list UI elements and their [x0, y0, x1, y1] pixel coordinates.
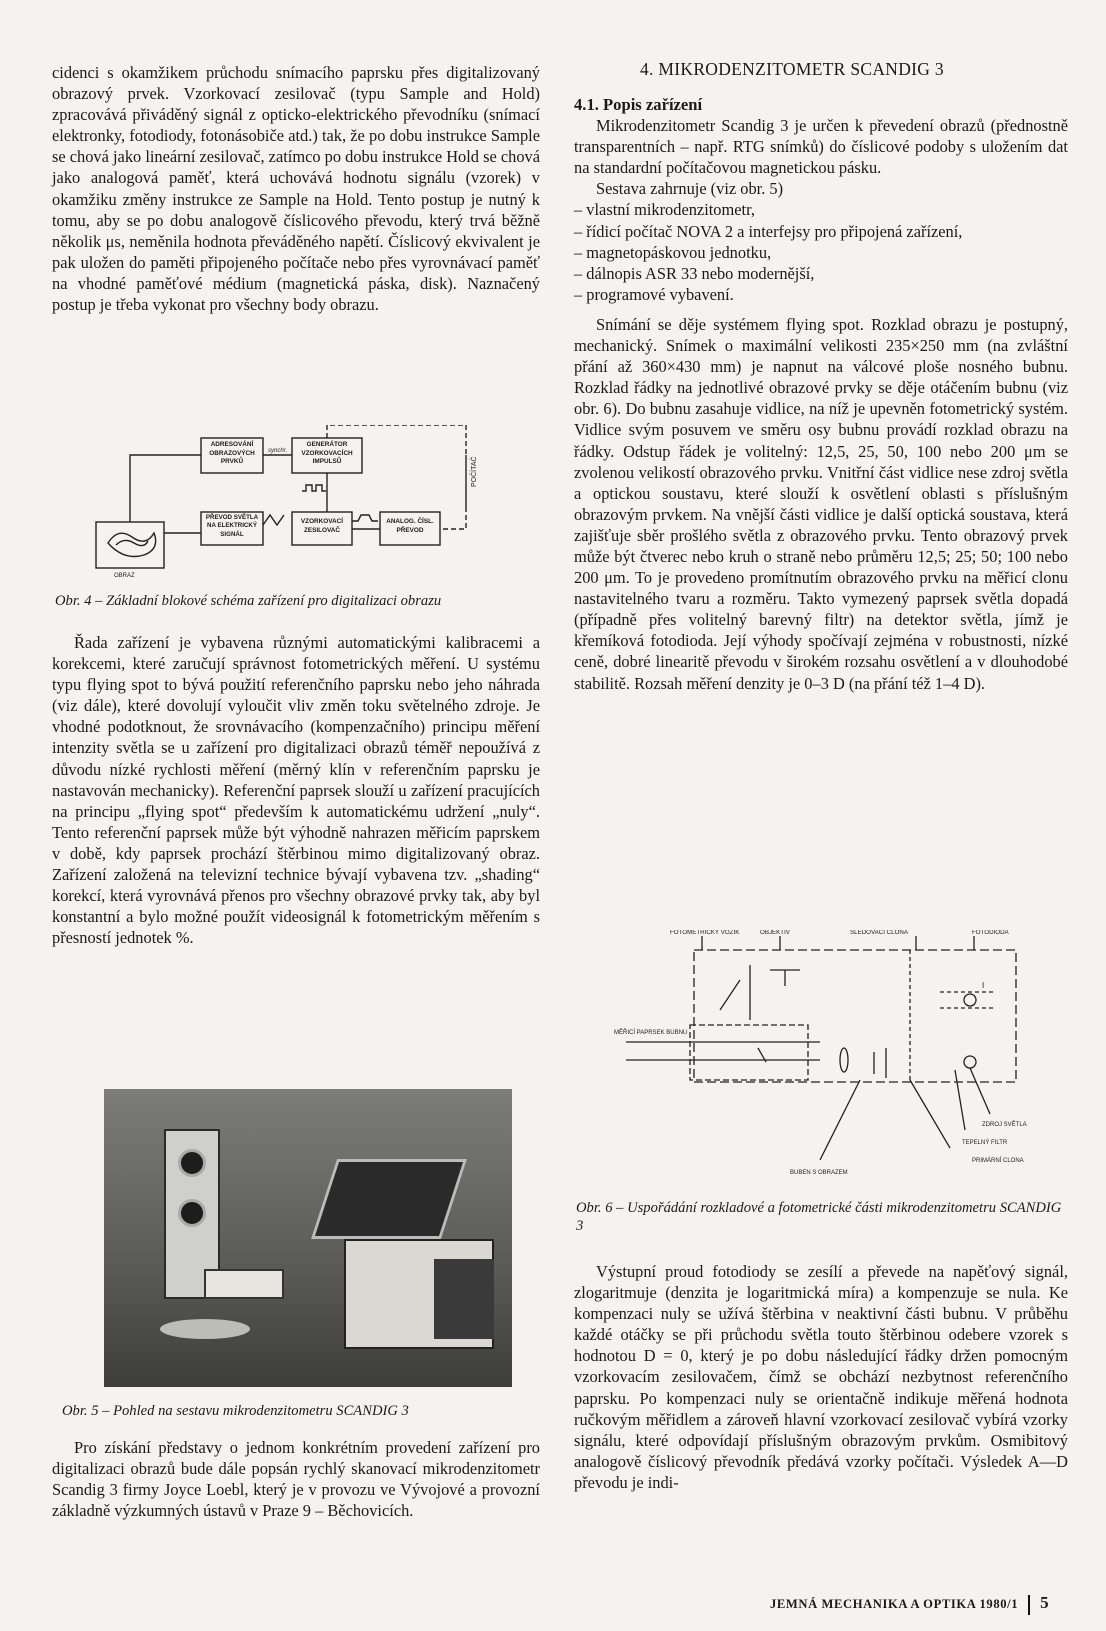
section-title: 4. MIKRODENZITOMETR SCANDIG 3	[640, 59, 944, 79]
image-label: OBRAZ	[114, 573, 135, 579]
paragraph: Mikrodenzitometr Scandig 3 je určen k převedení obrazů (přednostně transparentních – např. RTG snímků) do číslicové podoby s uložením dat na standardní počítačovou magnetickou pásku.	[574, 116, 1068, 178]
label-beam: MĚŘICÍ PAPRSEK BUBNU	[614, 1030, 688, 1036]
optical-diagram	[610, 930, 1040, 1175]
list-item: – dálnopis ASR 33 nebo modernější,	[574, 263, 1068, 284]
list-item: – programové vybavení.	[574, 284, 1068, 305]
adc-block-label: ANALOG. ČÍSL. PŘEVOD	[386, 518, 434, 534]
figure-5-caption: Obr. 5 – Pohled na sestavu mikrodenzitometru SCANDIG 3	[62, 1403, 409, 1419]
image-contour	[108, 533, 156, 557]
label-drum: BUBEN S OBRAZEM	[790, 1170, 848, 1175]
figure-4	[90, 425, 530, 585]
label-roman: I	[982, 981, 985, 990]
paragraph: Výstupní proud fotodiody se zesílí a převede na napěťový signál, zlogaritmuje (denzita je logaritmická míra) a kompenzuje se nula. Ke kompenzaci nuly se užívá štěrbina v neaktivní části bubnu. V průběhu každé otáčky se při průchodu světla touto štěrbinou odebere vzorek s hodnotou D = 0, který je po dobu následující řádky držen pomocným vzorkovacím zesilovačem, čímž se obchází nezbytnost referenčního paprsku. Po kompenzaci nuly se orientačně indikuje měřená hodnota ručkovým měřidlem a zároveň hlavní vzorkovací zesilovač vybírá vzorky signálu, které odpovídají příslušným obrazovým prvkům. Osmibitový analogově číslicový převodník předává vzorky počítači. Výsledek A—D převodu je indi-	[574, 1262, 1068, 1492]
label-photodiode: FOTODIODA	[972, 930, 1009, 936]
list-item: – vlastní mikrodenzitometr,	[574, 199, 1068, 220]
figure-4-caption: Obr. 4 – Základní blokové schéma zařízení pro digitalizaci obrazu	[55, 593, 442, 609]
label-source: ZDROJ SVĚTLA	[982, 1122, 1027, 1128]
figure-6-caption: Obr. 6 – Uspořádání rozkladové a fotometrické části mikrodenzitometru SCANDIG 3	[576, 1200, 1062, 1234]
subsection-title: 4.1. Popis zařízení	[574, 95, 703, 114]
image-box	[96, 522, 164, 568]
page-footer	[770, 1593, 1049, 1615]
equipment-list	[574, 199, 1068, 304]
paragraph: Snímání se děje systémem flying spot. Rozklad obrazu je postupný, mechanický. Snímek o maximální velikosti 235×250 mm (na zvláštní přání až 360×430 mm) je napnut na válcové ploše nosného bubnu. Rozklad řádky na jednotlivé obrazové prvky se děje otáčením bubnu (viz obr. 6). Do bubnu zasahuje vidlice, na níž je upevněn fotometrický systém. Vidlice svým posuvem ve směru osy bubnu provádí rozklad obrazu na řádky. Odstup řádek je volitelný: 12,5, 25, 50, 100 nebo 200 μm se zvolenou velikostí obrazového prvku. Vnitřní část vidlice nese zdroj světla a optickou soustavu, které slouží k osvětlení oblasti s příslušným obrazovým prvkem. Na vnější části vidlice je další optická soustava, která zajišťuje sběr prošlého světla z obrazového prvku. Tento obrazový prvek může být čtverec nebo kruh o straně nebo průměru 12,5; 25; 50; 100 nebo 200 μm. To je provedeno promítnutím obrazového prvku na měřicí clonu nastavitelného tvaru a rozměru. Takto vymezený paprsek světla dopadá (případně přes volitelný barevný filtr) na detektor světla, jímž je křemíková fotodioda. Její výhody spočívají zejména v robustnosti, nízké ceně, dobré linearitě převodu v širokém rozsahu osvětlení a v dlouhodobé stabilitě. Rozsah měření denzity je 0–3 D (na přání též 1–4 D).	[574, 314, 1068, 693]
conv-block-label: PŘEVOD SVĚTLA NA ELEKTRICKÝ SIGNÁL	[205, 514, 259, 538]
journal-name: JEMNÁ MECHANIKA A OPTIKA 1980/1	[770, 1597, 1019, 1611]
left-top-text	[52, 62, 540, 315]
list-item: – řídicí počítač NOVA 2 a interfejsy pro připojená zařízení,	[574, 221, 1068, 242]
label-filter: TEPELNÝ FILTR	[962, 1140, 1008, 1146]
label-slit: SLEDOVACÍ CLONA	[850, 930, 908, 936]
computer-label: POČÍTAČ	[471, 456, 478, 487]
label-objective: OBJEKTIV	[760, 930, 790, 936]
paragraph: Řada zařízení je vybavena různými automatickými kalibracemi a korekcemi, které zaručují správnost fotometrických měření. U systému typu flying spot to bývá použití referenčního paprsku nebo jeho náhrada (viz dále), které dovolují vyloučit vliv změn toku světelného zdroje. Je vhodné podotknout, že srovnávacího (kompenzačního) principu měření intenzity světla se u zařízení pro digitalizaci obrazů téměř nepoužívá z důvodu nízké rychlosti měření (měrný klín v referenčním paprsku je nastavován mechanicky). Referenční paprsek slouží u zařízení pracujících na principu „flying spot“ především k automatickému udržení „nuly“. Tento referenční paprsek může být výhodně nahrazen měřicím paprskem v době, kdy paprsek prochází štěrbinou mimo digitalizovaný obraz. Zařízení založená na televizní technice bývají vybavena tzv. „shading“ korekcí, která vyrovnává přenos pro všechny obrazové prvky tak, aby byl konstantní a bylo možné použít videosignál k fotometrickým měřením s přesností jednotek %.	[52, 633, 540, 948]
gen-block-label: GENERÁTOR VZORKOVACÍCH IMPULSŮ	[301, 441, 353, 466]
left-bottom-text	[52, 1437, 540, 1521]
right-bottom-text	[574, 1261, 1068, 1493]
right-top-text	[574, 94, 1068, 694]
amp-block-label: VZORKOVACÍ ZESILOVAČ	[300, 518, 344, 534]
paragraph: Pro získání představy o jednom konkrétním provedení zařízení pro digitalizaci obrazů bude dále popsán rychlý skanovací mikrodenzitometr Scandig 3 firmy Joyce Loebl, který je v provozu ve Vývojové a provozní základně výzkumných ústavů v Praze 9 – Běchovicích.	[52, 1438, 540, 1521]
page-number: 5	[1040, 1593, 1050, 1612]
addr-block-label: ADRESOVÁNÍ OBRAZOVÝCH PRVKŮ	[209, 441, 255, 466]
figure-5-photo	[104, 1089, 512, 1387]
sync-label: synchr.	[268, 448, 288, 454]
list-item: – magnetopáskovou jednotku,	[574, 242, 1068, 263]
label-carriage: FOTOMETRICKÝ VOZÍK	[670, 930, 740, 936]
list-intro: Sestava zahrnuje (viz obr. 5)	[596, 179, 784, 199]
left-mid-text	[52, 632, 540, 948]
label-primary: PRIMÁRNÍ CLONA	[972, 1158, 1024, 1164]
paragraph: cidenci s okamžikem průchodu snímacího paprsku přes digitalizovaný obrazový prvek. Vzorkovací zesilovač (typu Sample and Hold) zpracovává přiváděný signál z opticko-elektrického převodníku (snímací elektronky, fotodiody, fotonásobiče atd.) tak, že po dobu instrukce Sample se chová jako lineární zesilovač, zatímco po dobu instrukce Hold se chová jako analogová paměť, která uchovává hodnotu signálu (vzorek) v okamžiku změny instrukce ze Sample na Hold. Tento postup je nutný k tomu, aby se po dobu analogově číslicového převodu, který trvá běžně několik μs, neměnila hodnota převáděného napětí. Číslicový ekvivalent je pak uložen do paměti připojeného počítače nebo přes vyrovnávací paměť na vhodné paměťové médium (magnetická páska, disk). Naznačený postup je třeba vykonat pro všechny body obrazu.	[52, 63, 540, 315]
figure-6	[610, 930, 1040, 1175]
